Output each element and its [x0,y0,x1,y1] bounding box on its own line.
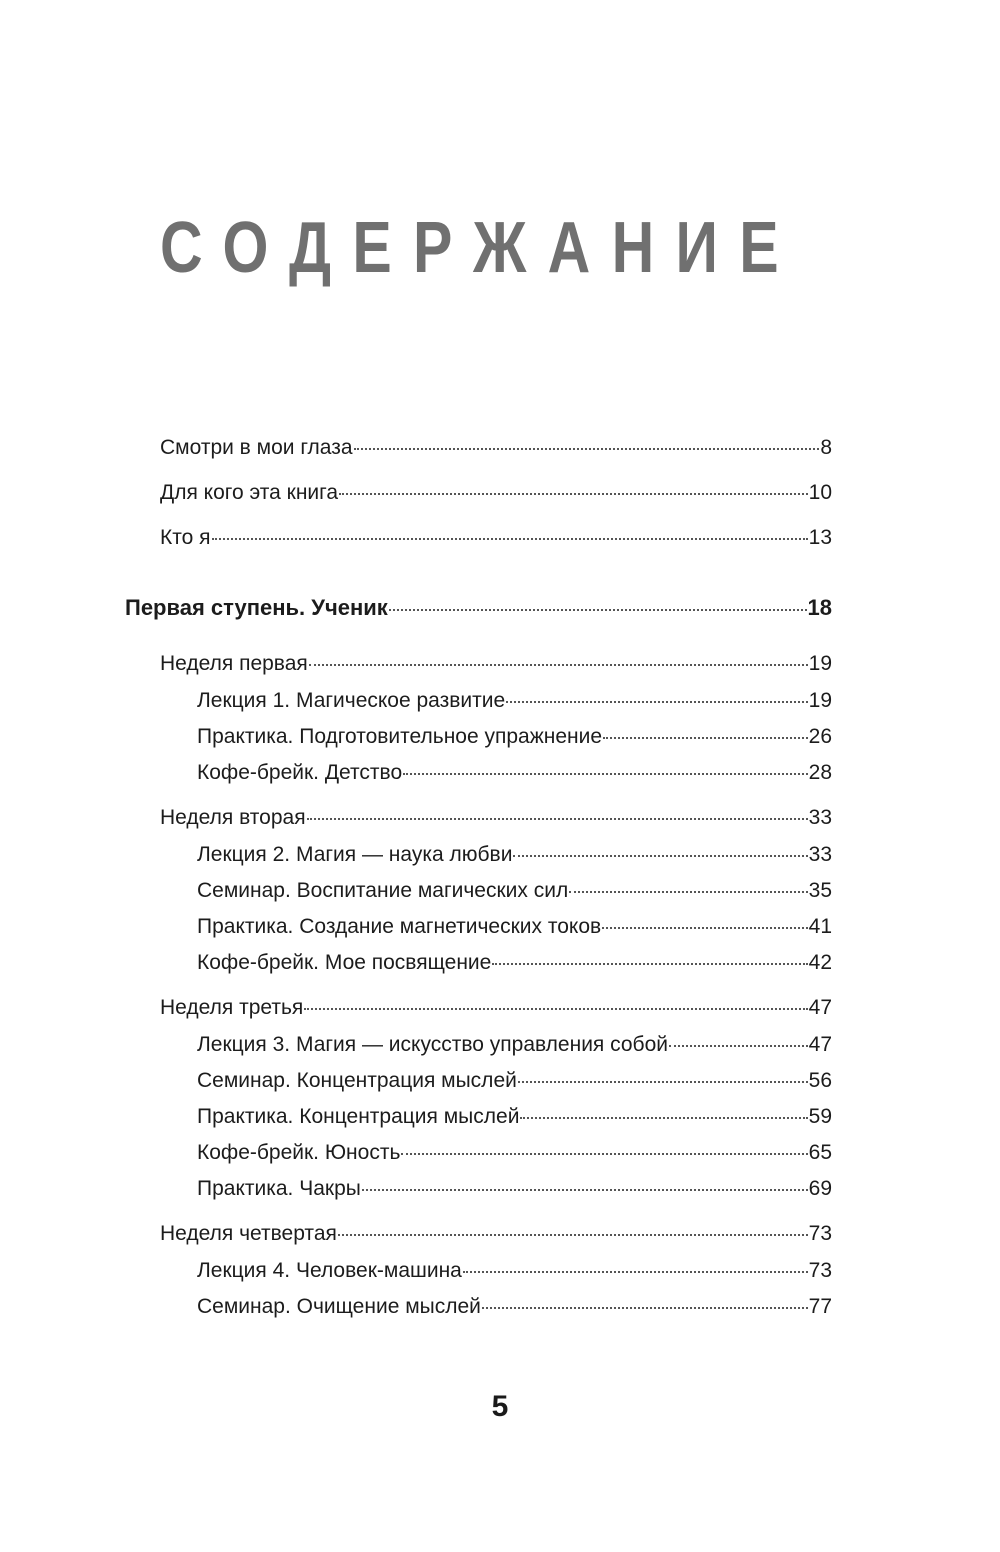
dot-leader [603,737,808,739]
toc-entry[interactable] [197,951,832,981]
toc-entry-page: 28 [808,761,832,784]
toc-entry[interactable] [197,915,832,945]
toc-week-page: 33 [808,806,832,829]
toc-week-page: 47 [808,996,832,1019]
toc-entry-page: 10 [808,481,832,504]
toc-entry-label: Лекция 3. Магия — искусство управления собой [197,1033,668,1056]
page-number: 5 [491,1390,509,1423]
toc-entry-label: Семинар. Воспитание магических сил [197,879,569,902]
toc-entry[interactable] [197,879,832,909]
dot-leader [569,891,807,893]
toc-entry-page: 41 [808,915,832,938]
toc-entry-page: 19 [808,689,832,712]
dot-leader [602,927,807,929]
dot-leader [669,1045,808,1047]
toc-entry-label: Смотри в мои глаза [160,436,353,459]
toc-entry-page: 13 [808,526,832,549]
toc-entry-page: 26 [808,725,832,748]
toc-entry[interactable] [197,761,832,791]
toc-entry-label: Для кого эта книга [160,481,339,504]
toc-entry[interactable] [197,843,832,873]
dot-leader [339,493,808,495]
toc-week-entry[interactable] [160,652,832,682]
toc-entry-page: 65 [808,1141,832,1164]
toc-entry-label: Лекция 4. Человек-машина [197,1259,462,1282]
toc-entry-page: 47 [808,1033,832,1056]
toc-entry-label: Лекция 2. Магия — наука любви [197,843,513,866]
dot-leader [401,1153,807,1155]
toc-entry[interactable] [160,436,832,466]
dot-leader [309,664,808,666]
toc-week-label: Неделя вторая [160,806,306,829]
toc-entry[interactable] [197,1177,832,1207]
toc-entry-label: Семинар. Концентрация мыслей [197,1069,517,1092]
toc-week-entry[interactable] [160,806,832,836]
toc-entry-label: Лекция 1. Магическое развитие [197,689,506,712]
toc-entry-page: 8 [820,436,832,459]
dot-leader [518,1081,808,1083]
toc-entry[interactable] [197,1141,832,1171]
toc-entry-label: Практика. Подготовительное упражнение [197,725,603,748]
dot-leader [362,1189,808,1191]
toc-entry-page: 77 [808,1295,832,1318]
toc-entry-label: Кофе-брейк. Юность [197,1141,401,1164]
dot-leader [482,1307,808,1309]
toc-entry-label: Кофе-брейк. Мое посвящение [197,951,492,974]
dot-leader [389,609,807,611]
toc-entry[interactable] [197,1295,832,1325]
toc-week-entry[interactable] [160,1222,832,1252]
dot-leader [513,855,807,857]
toc-entry-page: 35 [808,879,832,902]
toc-entry-page: 56 [808,1069,832,1092]
dot-leader [520,1117,807,1119]
toc-entry[interactable] [197,1259,832,1289]
dot-leader [492,963,807,965]
toc-entry-label: Практика. Создание магнетических токов [197,915,602,938]
toc-entry-page: 42 [808,951,832,974]
toc-entry-label: Кто я [160,526,211,549]
toc-entry-label: Практика. Концентрация мыслей [197,1105,520,1128]
toc-week-label: Неделя третья [160,996,304,1019]
dot-leader [212,538,808,540]
toc-entry[interactable] [197,725,832,755]
toc-week-entry[interactable] [160,996,832,1026]
toc-week-page: 19 [808,652,832,675]
toc-entry[interactable] [197,1033,832,1063]
toc-entry[interactable] [160,526,832,556]
dot-leader [403,773,808,775]
toc-entry[interactable] [160,481,832,511]
toc-week-label: Неделя первая [160,652,308,675]
page-title: СОДЕРЖАНИЕ [160,208,801,288]
toc-part-page: 18 [807,595,832,620]
dot-leader [354,448,820,450]
toc-part-label: Первая ступень. Ученик [125,595,388,620]
toc-entry[interactable] [197,1105,832,1135]
toc-entry-label: Семинар. Очищение мыслей [197,1295,481,1318]
toc-entry-page: 33 [808,843,832,866]
toc-entry-page: 59 [808,1105,832,1128]
dot-leader [463,1271,808,1273]
dot-leader [506,701,807,703]
toc-entry[interactable] [197,1069,832,1099]
toc-week-label: Неделя четвертая [160,1222,337,1245]
toc-entry-page: 69 [808,1177,832,1200]
toc-entry-page: 73 [808,1259,832,1282]
dot-leader [307,818,808,820]
toc-entry[interactable] [197,689,832,719]
toc-week-page: 73 [808,1222,832,1245]
dot-leader [338,1234,808,1236]
toc-entry-label: Кофе-брейк. Детство [197,761,403,784]
toc-entry-label: Практика. Чакры [197,1177,361,1200]
toc-part-entry[interactable] [125,595,832,625]
dot-leader [304,1008,807,1010]
